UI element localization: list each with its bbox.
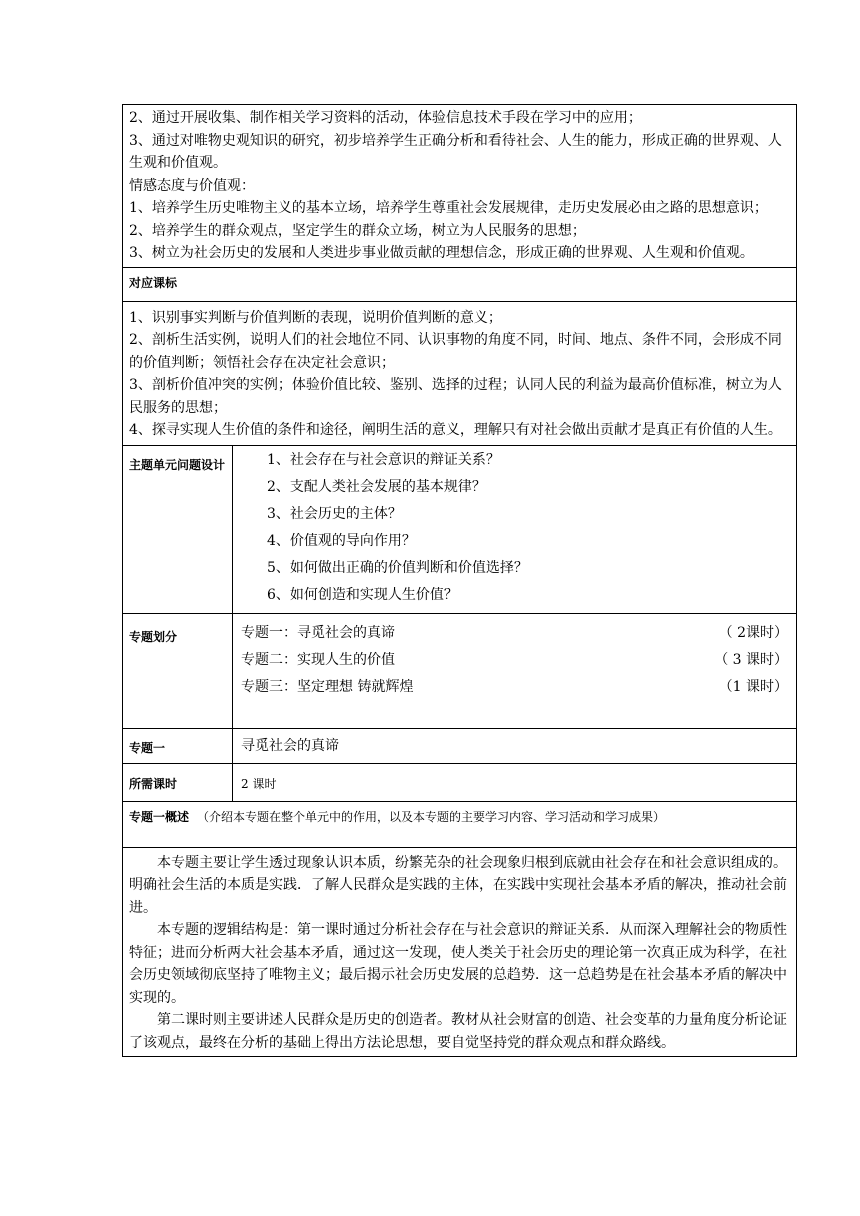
questions-list — [233, 446, 796, 613]
goal-line: 情感态度与价值观： — [129, 177, 255, 194]
topic1-value: 寻觅社会的真谛 — [241, 737, 339, 754]
topic1-row — [122, 729, 797, 764]
topic-hours: （ 3 课时） — [714, 651, 788, 668]
standard-line: 2、剖析生活实例，说明人们的社会地位不同、认识事物的角度不同，时间、地点、条件不同，会形成不同的价值判断；领悟社会存在决定社会意识； — [129, 332, 782, 371]
standards-cell — [122, 302, 797, 446]
overview-header: 专题一概述 — [129, 809, 190, 824]
question-item: 1、社会存在与社会意识的辩证关系？ — [267, 451, 500, 468]
question-item: 4、价值观的导向作用？ — [267, 532, 416, 549]
topics-list — [233, 614, 796, 728]
topic-name: 专题三：坚定理想 铸就辉煌 — [241, 678, 414, 695]
standards-header — [122, 268, 797, 302]
goal-line: 3、通过对唯物史观知识的研究，初步培养学生正确分析和看待社会、人生的能力，形成正确的世界观、人生观和价值观。 — [129, 132, 782, 171]
hours-header: 所需课时 — [123, 764, 233, 801]
topic-hours: （ 2课时） — [718, 624, 788, 641]
goal-line: 3、树立为社会历史的发展和人类进步事业做贡献的理想信念，形成正确的世界观、人生观和价值观。 — [129, 245, 754, 261]
questions-row — [122, 446, 797, 614]
topic1-header: 专题一 — [123, 729, 233, 763]
goal-line: 2、培养学生的群众观点，坚定学生的群众立场，树立为人民服务的思想； — [129, 222, 586, 239]
topic-name: 专题一：寻觅社会的真谛 — [241, 624, 395, 641]
standard-line: 4、探寻实现人生价值的条件和途径，阐明生活的意义，理解只有对社会做出贡献才是真正有价值的人生。 — [129, 422, 782, 438]
question-item: 2、支配人类社会发展的基本规律？ — [267, 478, 486, 495]
topics-header: 专题划分 — [123, 614, 233, 728]
topics-row — [122, 614, 797, 729]
topic-item — [241, 647, 788, 674]
hours-value: 2 课时 — [241, 776, 277, 791]
document-table — [122, 104, 797, 1057]
question-item: 5、如何做出正确的价值判断和价值选择？ — [267, 559, 528, 576]
question-item: 3、社会历史的主体？ — [267, 505, 402, 522]
goals-cell — [122, 104, 797, 268]
goal-line: 1、培养学生历史唯物主义的基本立场，培养学生尊重社会发展规律，走历史发展必由之路的思想意识； — [129, 200, 768, 216]
topic-item — [241, 674, 788, 701]
topic-hours: （1 课时） — [718, 678, 788, 695]
standard-line: 3、剖析价值冲突的实例；体验价值比较、鉴别、选择的过程；认同人民的利益为最高价值标准，树立为人民服务的思想； — [129, 377, 782, 416]
overview-note: （介绍本专题在整个单元中的作用，以及本专题的主要学习内容、学习活动和学习成果） — [197, 809, 666, 824]
questions-header: 主题单元问题设计 — [123, 446, 233, 613]
overview-header-row — [122, 802, 797, 848]
goal-line: 2、通过开展收集、制作相关学习资料的活动，体验信息技术手段在学习中的应用； — [129, 110, 642, 126]
hours-row — [122, 764, 797, 802]
standards-header-label: 对应课标 — [129, 275, 178, 290]
standard-line: 1、识别事实判断与价值判断的表现，说明价值判断的意义； — [129, 309, 502, 326]
question-item: 6、如何创造和实现人生价值？ — [267, 586, 458, 603]
overview-paragraph: 第二课时则主要讲述人民群众是历史的创造者。教材从社会财富的创造、社会变革的力量角度分析论证了该观点，最终在分析的基础上得出方法论思想，要自觉坚持党的群众观点和群众路线。 — [129, 1012, 787, 1051]
overview-paragraph: 本专题主要让学生透过现象认识本质，纷繁芜杂的社会现象归根到底就由社会存在和社会意识组成的。明确社会生活的本质是实践．了解人民群众是实践的主体，在实践中实现社会基本矛盾的解决，推动社会前进。 — [129, 854, 787, 916]
topic-item — [241, 620, 788, 647]
topic-name: 专题二：实现人生的价值 — [241, 651, 395, 668]
overview-paragraph: 本专题的逻辑结构是：第一课时通过分析社会存在与社会意识的辩证关系．从而深入理解社会的物质性特征；进而分析两大社会基本矛盾，通过这一发现，使人类关于社会历史的理论第一次真正成为科学，在社会历史领域彻底坚持了唯物主义；最后揭示社会历史发展的总趋势．这一总趋势是在社会基本矛盾的解决中实现的。 — [129, 922, 787, 1006]
overview-cell — [122, 848, 797, 1058]
